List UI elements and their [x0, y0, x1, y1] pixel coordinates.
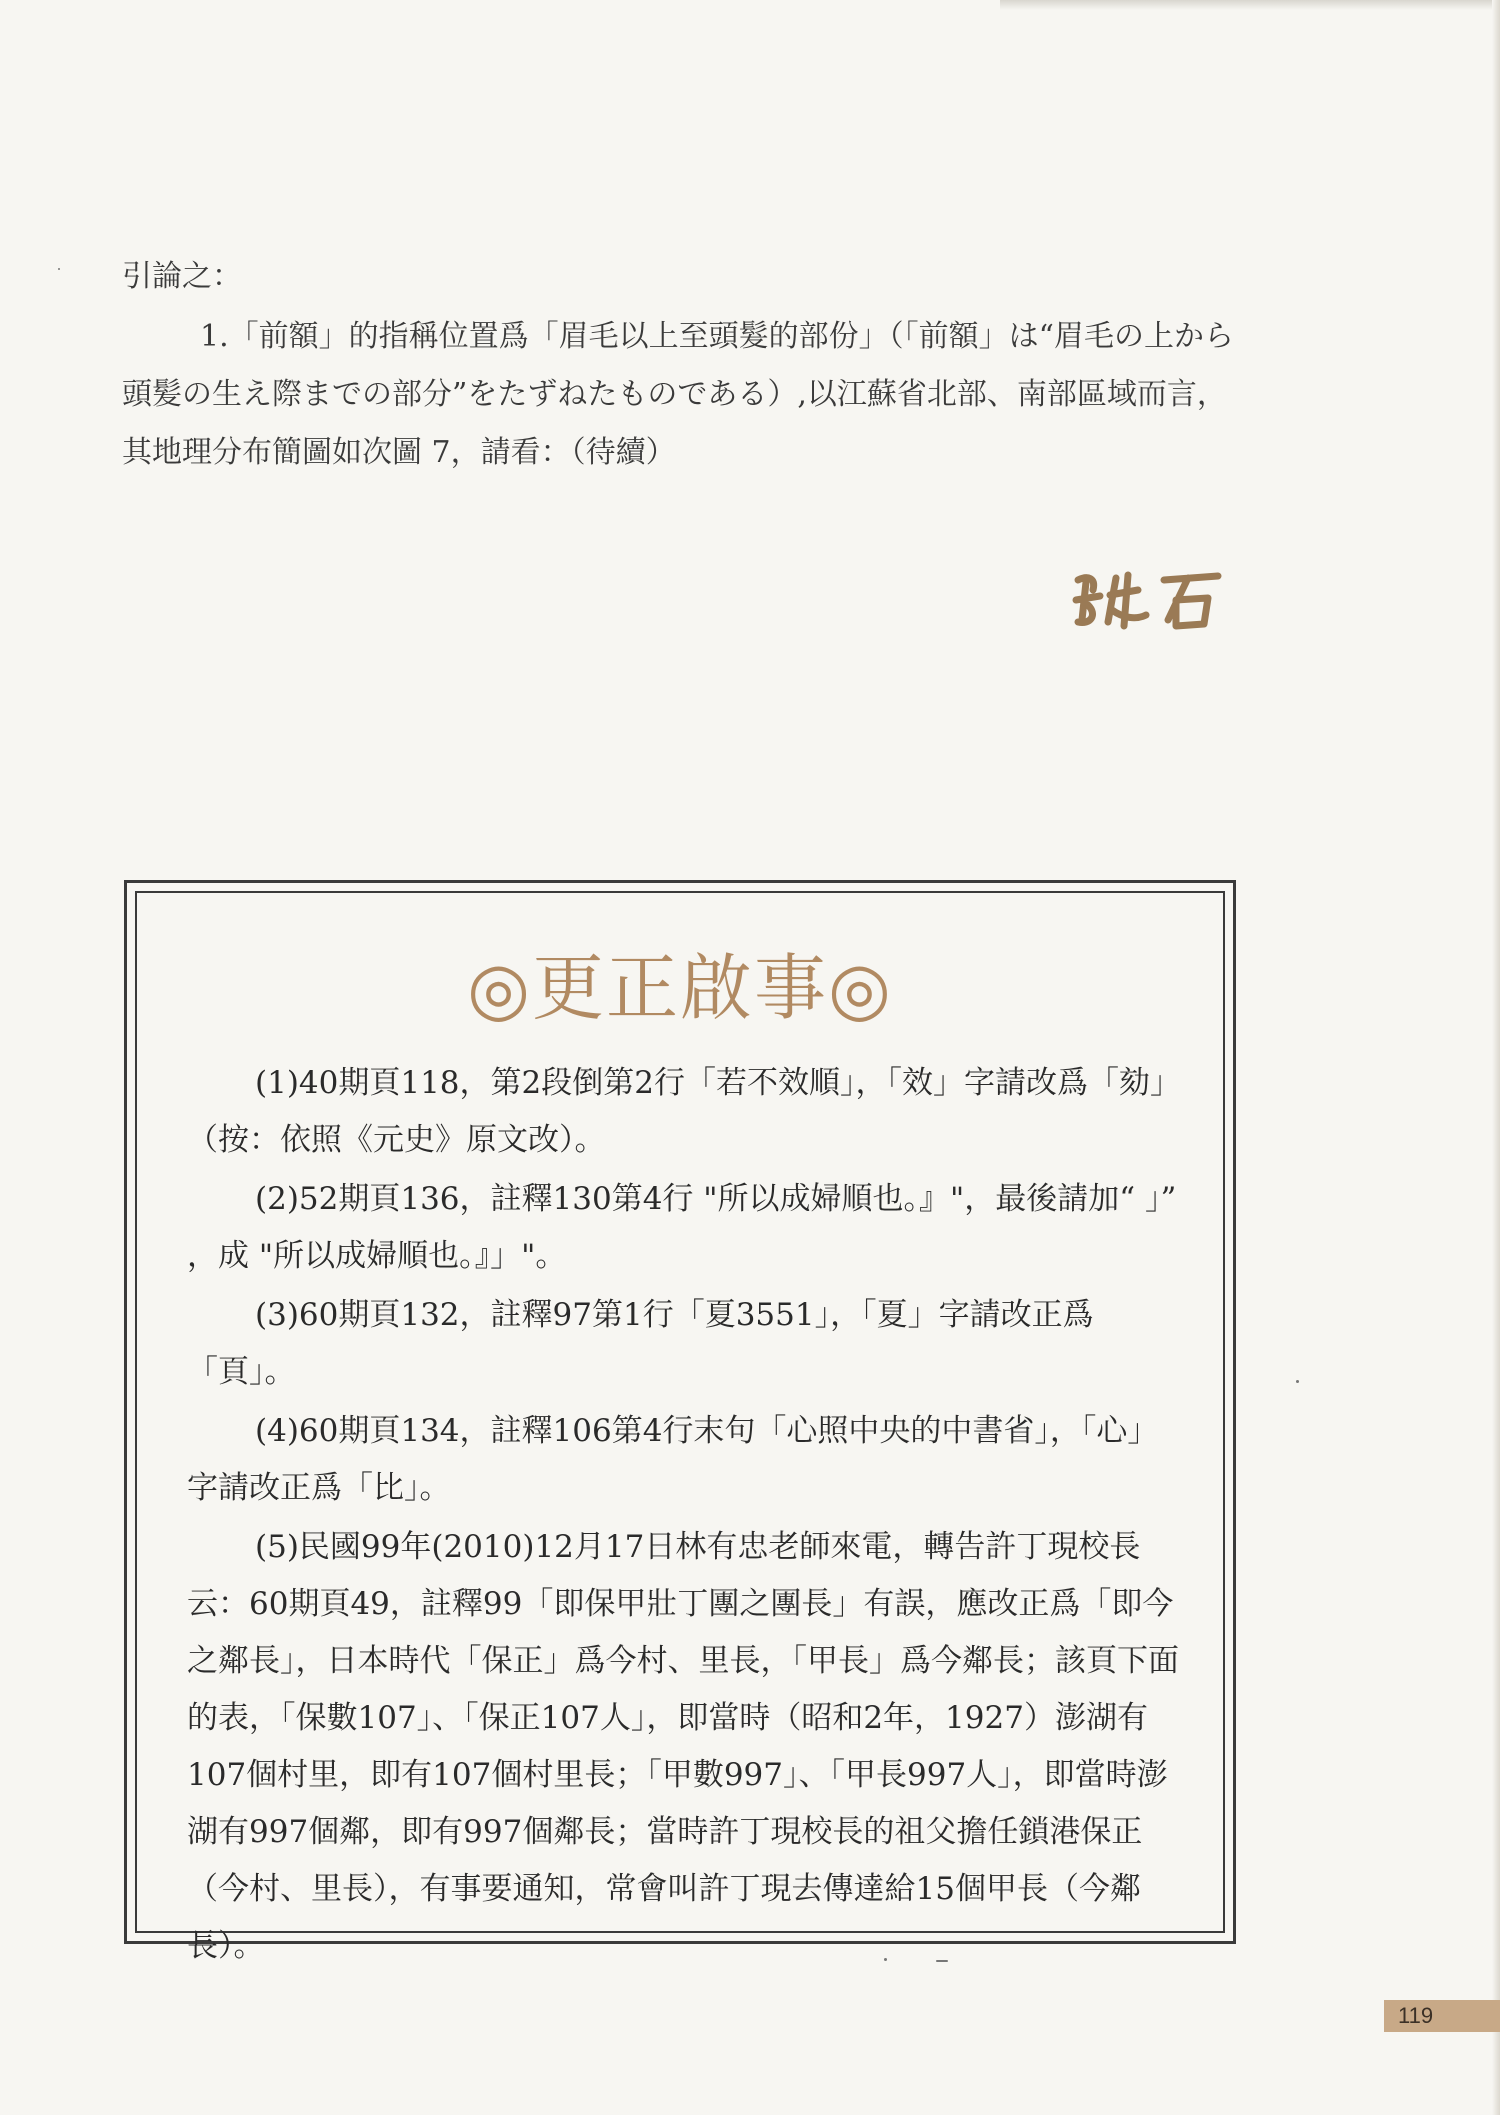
- article-lead: 引論之：: [122, 259, 242, 294]
- scan-speck: [58, 268, 60, 270]
- page-number-tab: [1384, 2000, 1500, 2032]
- article-paragraph: 1.「前額」的指稱位置爲「眉毛以上至頭髮的部份」（「前額」は“眉毛の上から頭髪の生え際までの部分”をたずねたものである）,以江蘇省北部、南部區域而言，其地理分布簡圖如次圖 7，請看：（待續）: [122, 319, 1234, 470]
- correction-item: (1)40期頁118，第2段倒第2行「若不效順」，「效」字請改爲「劾」（按：依照《元史》原文改）。: [187, 1065, 1181, 1158]
- article-text: [122, 248, 1252, 482]
- page-right-edge: [1492, 0, 1500, 2115]
- correction-item: (2)52期頁136，註釋130第4行 "所以成婦順也。』"，最後請加“ 」” ，成 "所以成婦順也。』」"。: [187, 1181, 1177, 1274]
- page-top-shadow: [1000, 0, 1500, 10]
- correction-item: (4)60期頁134，註釋106第4行末句「心照中央的中書省」，「心」字請改正爲「比」。: [187, 1413, 1159, 1506]
- scan-speck: [1296, 1380, 1299, 1383]
- correction-notice-body: [187, 1055, 1187, 1977]
- page-number: 119: [1398, 2003, 1434, 2028]
- correction-notice-box: [124, 880, 1236, 1964]
- author-signature: [1068, 560, 1228, 640]
- correction-item: (3)60期頁132，註釋97第1行「夏3551」，「夏」字請改正爲「頁」。: [187, 1297, 1094, 1390]
- correction-item: (5)民國99年(2010)12月17日林有忠老師來電，轉告許丁現校長云：60期頁49，註釋99「即保甲壯丁團之團長」有誤，應改正爲「即今之鄰長」，日本時代「保正」爲今村、里長，「甲長」爲今鄰長；該頁下面的表，「保數107」、「保正107人」，即當時（昭和2年，1927）澎湖有107個村里，即有107個村里長；「甲數997」、「甲長997人」，即當時澎湖有997個鄰，即有997個鄰長；當時許丁現校長的祖父擔任鎖港保正（今村、里長），有事要通知，常會叫許丁現去傳達給15個甲長（今鄰長）。: [187, 1529, 1179, 1964]
- scan-speck: [884, 1958, 887, 1961]
- correction-notice-heading: ◎更正啟事◎: [467, 946, 893, 1030]
- scan-speck: [936, 1960, 948, 1962]
